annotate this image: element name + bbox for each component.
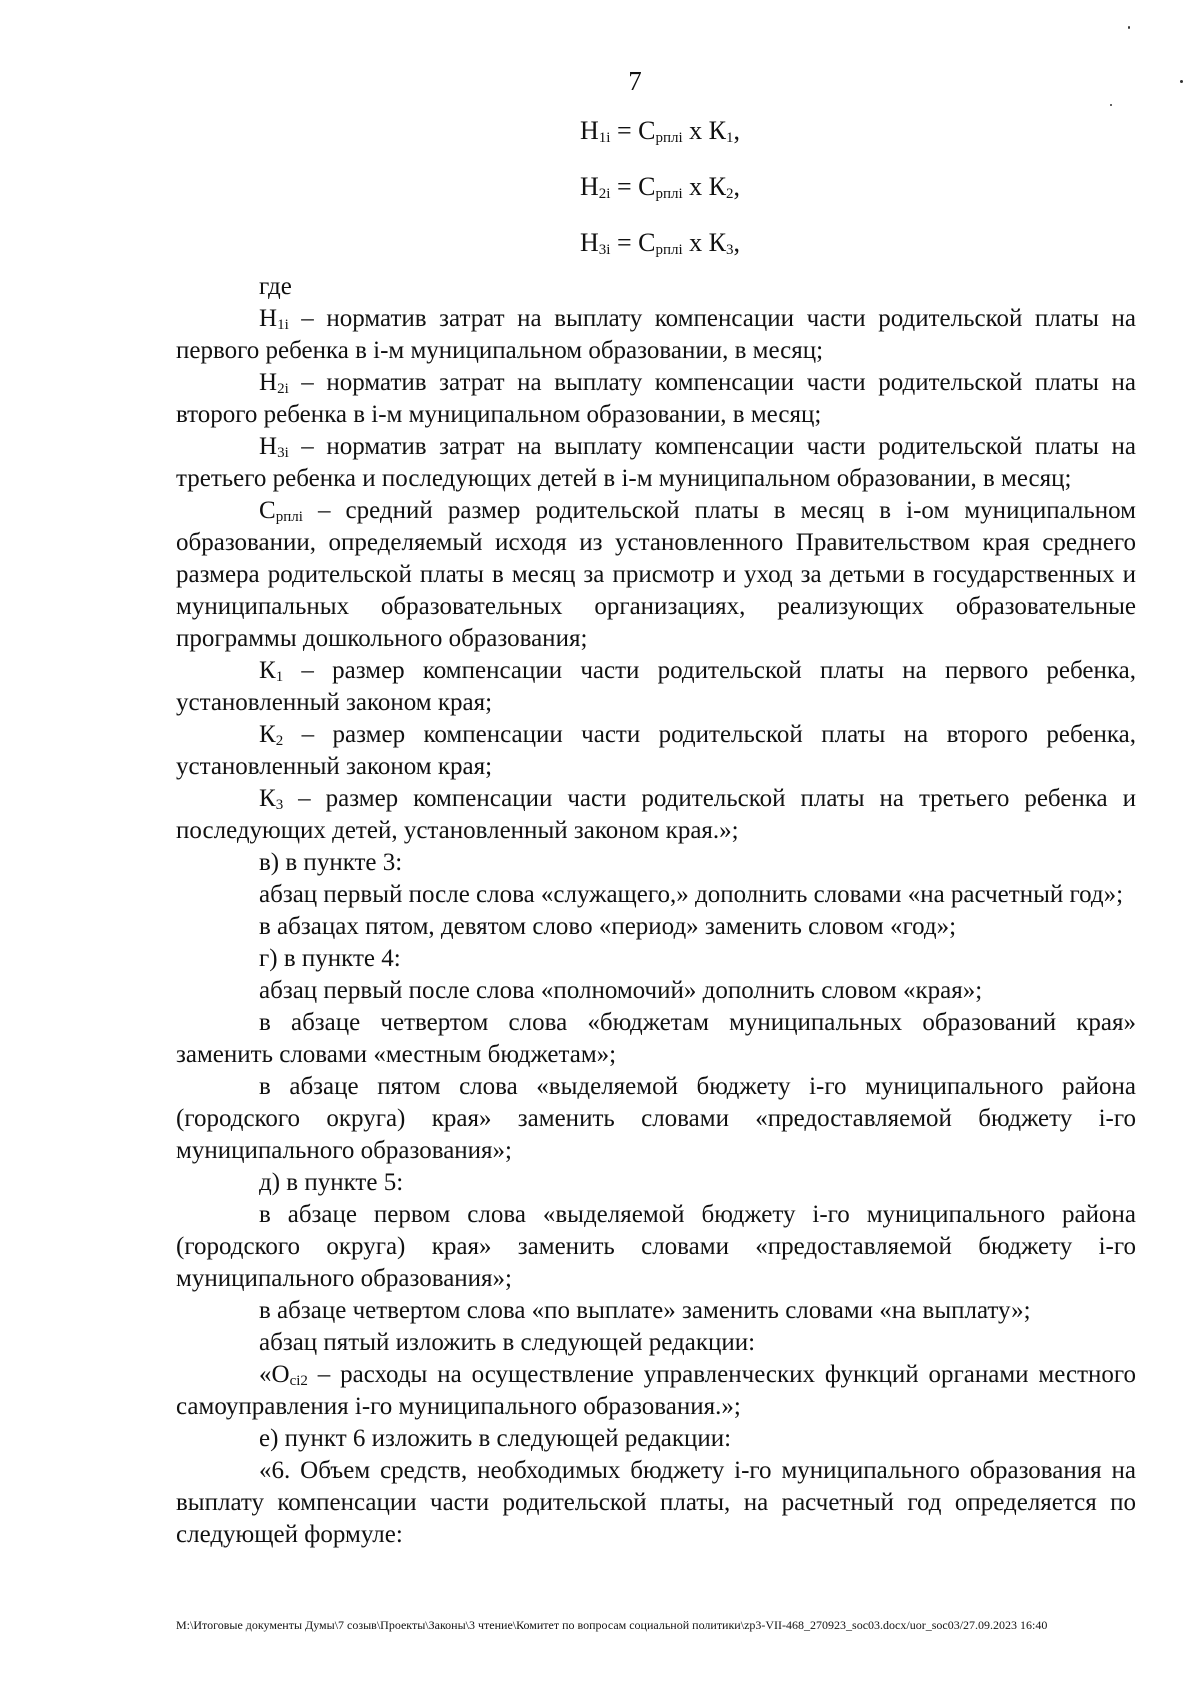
definition-sub: рплi [275,509,303,525]
formula-sub: рплi [655,186,683,202]
definition-sub: 2 [275,733,284,749]
formula-end: , [733,116,740,145]
file-path-footer: M:\Итоговые документы Думы\7 созыв\Проекты\Законы\3 чтение\Комитет по вопросам социальной политики\zp3-VII-468_270923_soc03.docx/uor_soc03/27.09.2023 16:40 [176,1618,1048,1632]
formula-sub: 3i [598,242,611,258]
formula-sub: рплi [655,242,683,258]
amendment-paragraph: е) пункт 6 изложить в следующей редакции: [259,1425,732,1452]
formula-sub: 3 [726,242,734,258]
amendment-paragraph: абзац пятый изложить в следующей редакции: [259,1329,756,1356]
amendment-paragraph: «6. Объем средств, необходимых бюджету i-го муниципального образования на выплату компенсации части родительской платы, на расчетный год определяется по следующей формуле: [176,1457,1136,1548]
oci-symbol: «О [259,1361,290,1388]
formula-lhs: Н [580,172,599,201]
formula-sub: 2 [726,186,734,202]
definition-sub: 3i [277,445,289,461]
definition-paragraph [176,303,1136,367]
definition-sub: 1 [275,669,284,685]
definition-sub: 2i [277,381,289,397]
formula-sub: 1i [598,130,611,146]
amendment-paragraph: абзац первый после слова «служащего,» дополнить словами «на расчетный год»; [259,881,1124,908]
formula-sub: 1 [726,130,734,146]
definition-symbol: С [259,497,276,524]
amendment-paragraph: в) в пункте 3: [259,849,403,876]
definition-text: – размер компенсации части родительской платы на третьего ребенка и последующих детей, установленный законом края.»; [176,785,1136,844]
definition-symbol: Н [259,433,278,460]
definition-paragraph [176,783,1136,847]
formula-mid: = С [610,228,656,257]
definition-symbol: Н [259,369,278,396]
definition-paragraph [176,495,1136,655]
definition-text: – размер компенсации части родительской платы на первого ребенка, установленный законом края; [176,657,1136,716]
where-label: где [259,273,292,300]
definition-paragraph [176,367,1136,431]
definition-sub: 3 [275,797,284,813]
formula-sub: 2i [598,186,611,202]
formula-block [580,116,740,284]
amendment-paragraph: в абзаце первом слова «выделяемой бюджету i-го муниципального района (городского округа) края» заменить словами «предоставляемой бюджету i-го муниципального образования»; [176,1201,1136,1292]
formula-mid: = С [610,116,656,145]
amendment-paragraph: г) в пункте 4: [259,945,401,972]
oci-text: – расходы на осуществление управленческих функций органами местного самоуправления i-го муниципального образования.»; [176,1361,1136,1420]
definition-text: – норматив затрат на выплату компенсации части родительской платы на второго ребенка в i-м муниципальном образовании, в месяц; [176,369,1136,428]
amendment-paragraph: абзац первый после слова «полномочий» дополнить словом «края»; [259,977,983,1004]
formula-line [580,116,740,172]
scan-speck [1180,80,1183,83]
amendment-paragraph: д) в пункте 5: [259,1169,404,1196]
amendment-paragraph: в абзаце пятом слова «выделяемой бюджету i-го муниципального района (городского округа) края» заменить словами «предоставляемой бюджету i-го муниципального образования»; [176,1073,1136,1164]
scan-speck [1128,26,1130,29]
definition-text: – норматив затрат на выплату компенсации части родительской платы на третьего ребенка и последующих детей в i-м муниципальном образовании, в месяц; [176,433,1136,492]
definition-sub: 1i [277,317,289,333]
definition-symbol: К [259,657,276,684]
amendment-paragraph: в абзаце четвертом слова «по выплате» заменить словами «на выплату»; [259,1297,1031,1324]
formula-sub: рплi [655,130,683,146]
document-body [176,271,1136,1551]
definition-text: – норматив затрат на выплату компенсации части родительской платы на первого ребенка в i-м муниципальном образовании, в месяц; [176,305,1136,364]
definition-paragraph [176,719,1136,783]
amendment-paragraph: в абзацах пятом, девятом слово «период» заменить словом «год»; [259,913,957,940]
formula-mid: = С [610,172,656,201]
definition-text: – размер компенсации части родительской платы на второго ребенка, установленный законом края; [176,721,1136,780]
amendment-paragraph: в абзаце четвертом слова «бюджетам муниципальных образований края» заменить словами «местным бюджетам»; [176,1009,1136,1068]
definition-symbol: Н [259,305,278,332]
definition-paragraph [176,431,1136,495]
oci-definition [176,1359,1136,1423]
formula-rhs: х К [682,116,726,145]
oci-sub: ci2 [289,1373,308,1389]
formula-rhs: х К [682,228,726,257]
scan-speck [1110,104,1112,106]
formula-line [580,172,740,228]
definition-symbol: К [259,721,276,748]
formula-end: , [733,228,740,257]
definition-symbol: К [259,785,276,812]
page-number: 7 [628,66,642,96]
formula-rhs: х К [682,172,726,201]
formula-end: , [733,172,740,201]
definition-text: – средний размер родительской платы в месяц в i-ом муниципальном образовании, определяемый исходя из установленного Правительством края среднего размера родительской платы в месяц за присмотр и уход за детьми в государственных и муниципальных образовательных организациях, реализующих образовательные программы дошкольного образования; [176,497,1136,652]
formula-lhs: Н [580,228,599,257]
definition-paragraph [176,655,1136,719]
formula-lhs: Н [580,116,599,145]
